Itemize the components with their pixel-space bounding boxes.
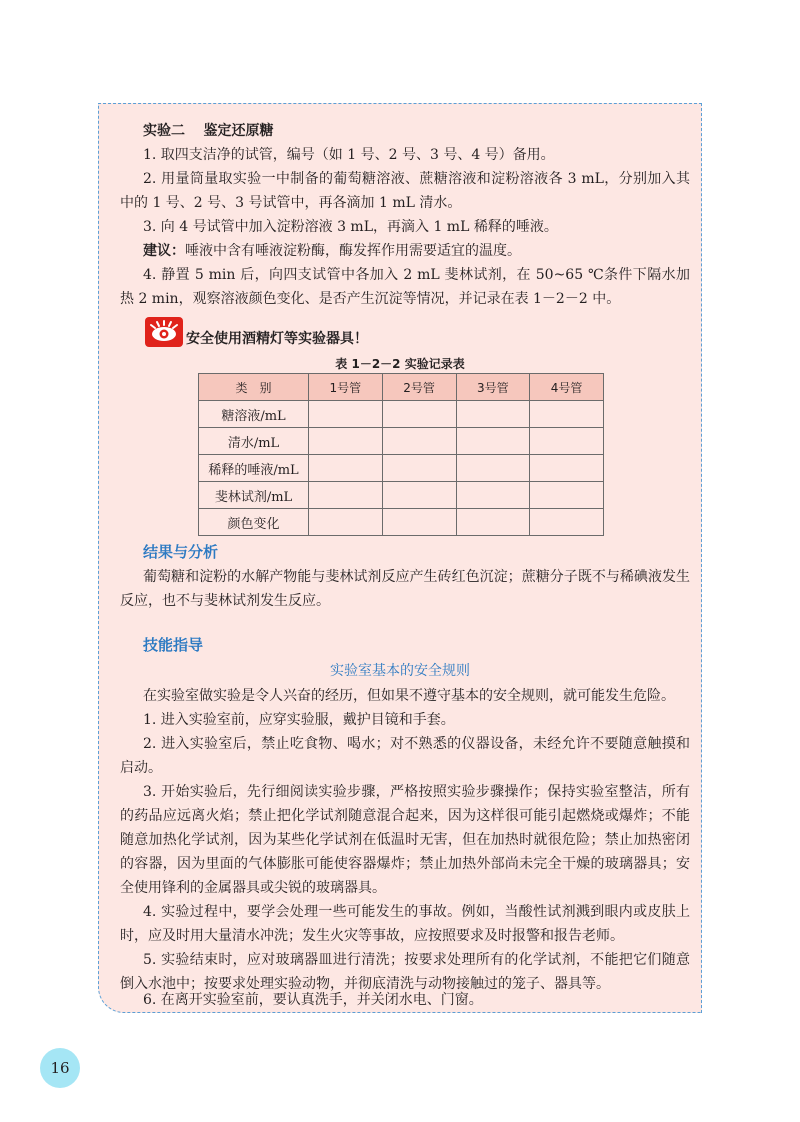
safety-rules-title: 实验室基本的安全规则	[330, 663, 470, 679]
record-table	[198, 373, 604, 536]
table-cell	[456, 482, 530, 509]
table-cell	[309, 428, 383, 455]
rule-4: 4. 实验过程中，要学会处理一些可能发生的事故。例如，当酸性试剂溅到眼内或皮肤上时，应及时用大量清水冲洗；发生火灾等事故，应按照要求及时报警和报告老师。	[120, 904, 690, 944]
table-cell	[309, 401, 383, 428]
table-row	[199, 428, 604, 455]
step-4: 4. 静置 5 min 后，向四支试管中各加入 2 mL 斐林试剂，在 50~65 ℃条件下隔水加热 2 min，观察溶液颜色变化、是否产生沉淀等情况，并记录在表 1－2－2 中。	[120, 267, 690, 307]
results-heading: 结果与分析	[143, 543, 219, 561]
table-cell	[456, 401, 530, 428]
page-number: 16	[40, 1048, 80, 1088]
rule-3: 3. 开始实验后，先行细阅读实验步骤，严格按照实验步骤操作；保持实验室整洁，所有的药品应远离火焰；禁止把化学试剂随意混合起来，因为这样很可能引起燃烧或爆炸；不能随意加热化学试剂，因为某些化学试剂在低温时无害，但在加热时就很危险；禁止加热密闭的容器，因为里面的气体膨胀可能使容器爆炸；禁止加热外部尚未完全干燥的玻璃器具；安全使用锋利的金属器具或尖锐的玻璃器具。	[120, 784, 690, 896]
suggestion-text: 唾液中含有唾液淀粉酶，酶发挥作用需要适宜的温度。	[185, 243, 521, 259]
table-row	[199, 401, 604, 428]
rule-1: 1. 进入实验室前，应穿实验服，戴护目镜和手套。	[143, 712, 455, 728]
table-cell	[530, 401, 604, 428]
table-caption: 表 1－2－2 实验记录表	[335, 357, 465, 371]
table-row	[199, 509, 604, 536]
step-1: 1. 取四支洁净的试管，编号（如 1 号、2 号、3 号、4 号）备用。	[143, 147, 555, 163]
header-tube-2: 2号管	[382, 374, 456, 401]
table-row	[199, 482, 604, 509]
table-cell	[309, 482, 383, 509]
table-cell	[382, 401, 456, 428]
rule-2: 2. 进入实验室后，禁止吃食物、喝水；对不熟悉的仪器设备，未经允许不要随意触摸和启动。	[120, 736, 690, 776]
table-cell	[382, 428, 456, 455]
rule-6: 6. 在离开实验室前，要认真洗手，并关闭水电、门窗。	[143, 992, 483, 1008]
row-label: 清水/mL	[199, 428, 309, 455]
results-text: 葡萄糖和淀粉的水解产物能与斐林试剂反应产生砖红色沉淀；蔗糖分子既不与稀碘液发生反应，也不与斐林试剂发生反应。	[120, 569, 690, 609]
row-label: 斐林试剂/mL	[199, 482, 309, 509]
table-cell	[309, 509, 383, 536]
row-label: 糖溶液/mL	[199, 401, 309, 428]
table-cell	[456, 428, 530, 455]
safety-intro: 在实验室做实验是令人兴奋的经历，但如果不遵守基本的安全规则，就可能发生危险。	[143, 688, 675, 704]
row-label: 颜色变化	[199, 509, 309, 536]
table-row	[199, 455, 604, 482]
skills-heading: 技能指导	[143, 636, 204, 654]
suggestion-label: 建议：	[143, 243, 185, 259]
table-cell	[456, 509, 530, 536]
suggestion	[143, 239, 521, 263]
warning-text: 安全使用酒精灯等实验器具！	[186, 331, 368, 347]
row-label: 稀释的唾液/mL	[199, 455, 309, 482]
step-2: 2. 用量筒量取实验一中制备的葡萄糖溶液、蔗糖溶液和淀粉溶液各 3 mL，分别加入其中的 1 号、2 号、3 号试管中，再各滴加 1 mL 清水。	[120, 171, 690, 211]
step-3: 3. 向 4 号试管中加入淀粉溶液 3 mL，再滴入 1 mL 稀释的唾液。	[143, 219, 558, 235]
header-tube-3: 3号管	[456, 374, 530, 401]
experiment-title	[143, 119, 273, 143]
table-cell	[530, 482, 604, 509]
table-cell	[382, 455, 456, 482]
table-cell	[530, 428, 604, 455]
table-header-row	[199, 374, 604, 401]
table-cell	[530, 455, 604, 482]
experiment-title-prefix: 实验二	[143, 123, 185, 139]
header-tube-4: 4号管	[530, 374, 604, 401]
eye-warning-icon	[145, 317, 183, 347]
table-cell	[530, 509, 604, 536]
table-cell	[456, 455, 530, 482]
table-cell	[309, 455, 383, 482]
header-category: 类 别	[199, 374, 309, 401]
rule-5: 5. 实验结束时，应对玻璃器皿进行清洗；按要求处理所有的化学试剂，不能把它们随意倒入水池中；按要求处理实验动物，并彻底清洗与动物接触过的笼子、器具等。	[120, 952, 690, 992]
experiment-title-main: 鉴定还原糖	[203, 123, 274, 139]
table-cell	[382, 482, 456, 509]
header-tube-1: 1号管	[309, 374, 383, 401]
table-cell	[382, 509, 456, 536]
